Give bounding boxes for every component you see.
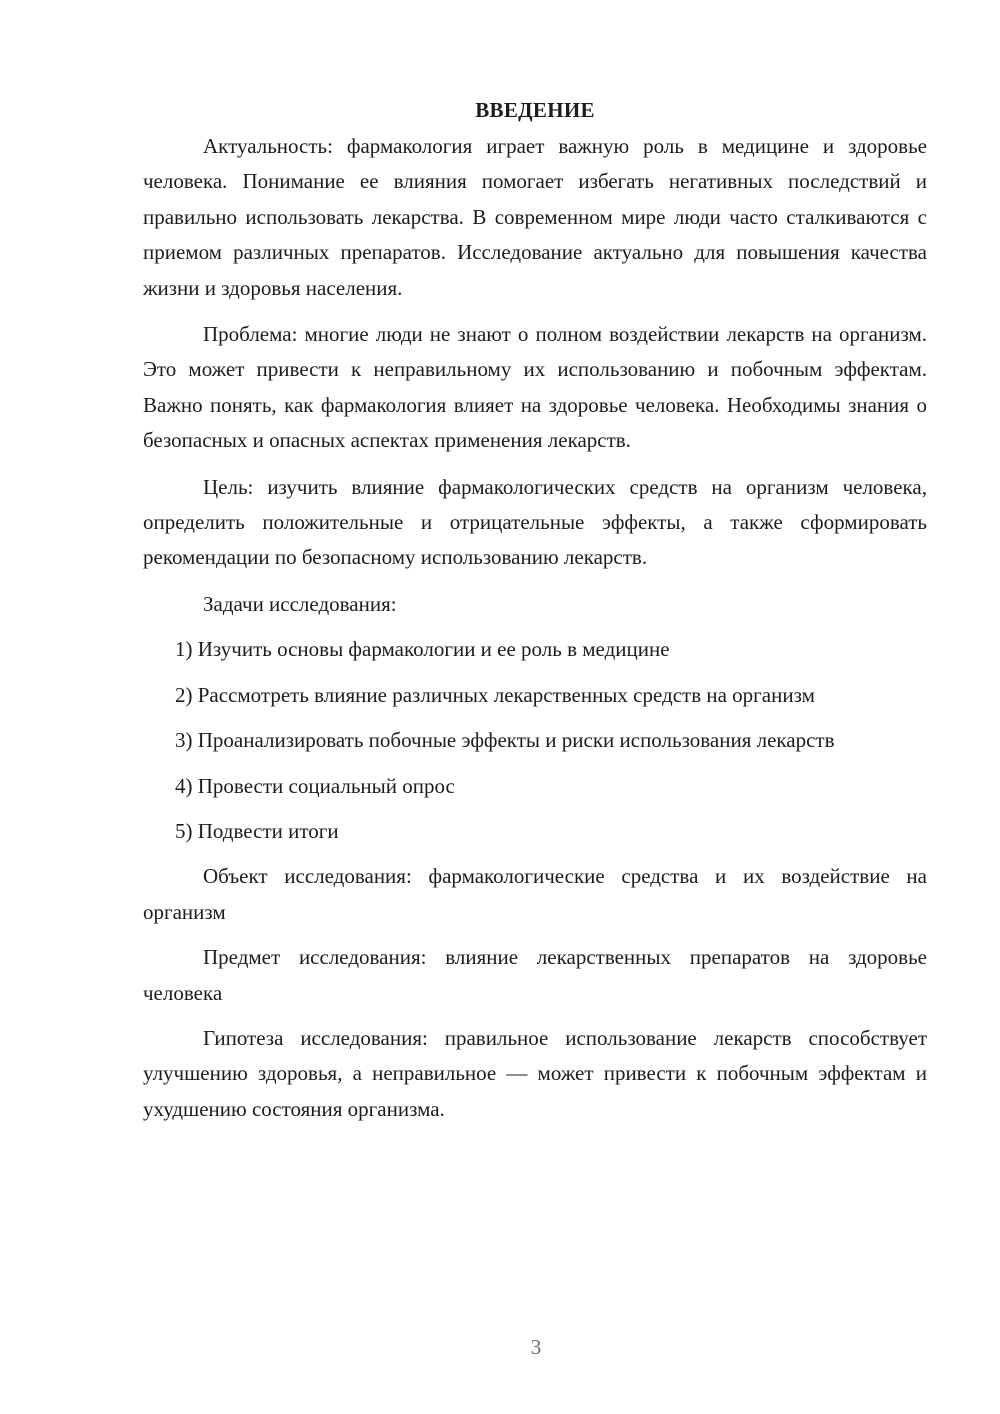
page-title: ВВЕДЕНИЕ [475, 98, 595, 122]
paragraph-problem: Проблема: многие люди не знают о полном воздействии лекарств на организм. Это может привести к неправильному их использованию и побочным эффектам. Важно понять, как фармакология влияет на здоровье человека. Необходимы знания о безопасных и опасных аспектах применения лекарств. [143, 322, 927, 453]
paragraph-subject: Предмет исследования: влияние лекарственных препаратов на здоровье человека [143, 945, 927, 1005]
paragraph-goal: Цель: изучить влияние фармакологических средств на организм человека, определить положительные и отрицательные эффекты, а также сформировать рекомендации по безопасному использованию лекарств. [143, 474, 927, 570]
paragraph-hypothesis: Гипотеза исследования: правильное использование лекарств способствует улучшению здоровья, а неправильное — может привести к побочным эффектам и ухудшению состояния организма. [143, 1025, 927, 1121]
tasks-heading: Задачи исследования: [203, 591, 397, 616]
tasks-list [143, 632, 927, 849]
paragraph-object: Объект исследования: фармакологические средства и их воздействие на организм [143, 864, 927, 924]
list-item: 5) Подвести итоги [175, 818, 339, 843]
page-number: 3 [530, 1335, 542, 1359]
list-item: 4) Провести социальный опрос [175, 773, 455, 798]
paragraph-relevance: Актуальность: фармакология играет важную роль в медицине и здоровье человека. Понимание ее влияния помогает избегать негативных последствий и правильно использовать лекарства. В современном мире люди часто сталкиваются с приемом различных препаратов. Исследование актуально для повышения качества жизни и здоровья населения. [143, 134, 927, 300]
list-item: 2) Рассмотреть влияние различных лекарственных средств на организм [175, 682, 815, 707]
page-content [143, 93, 927, 1127]
list-item: 1) Изучить основы фармакологии и ее роль в медицине [175, 637, 670, 662]
list-item: 3) Проанализировать побочные эффекты и риски использования лекарств [175, 728, 835, 753]
